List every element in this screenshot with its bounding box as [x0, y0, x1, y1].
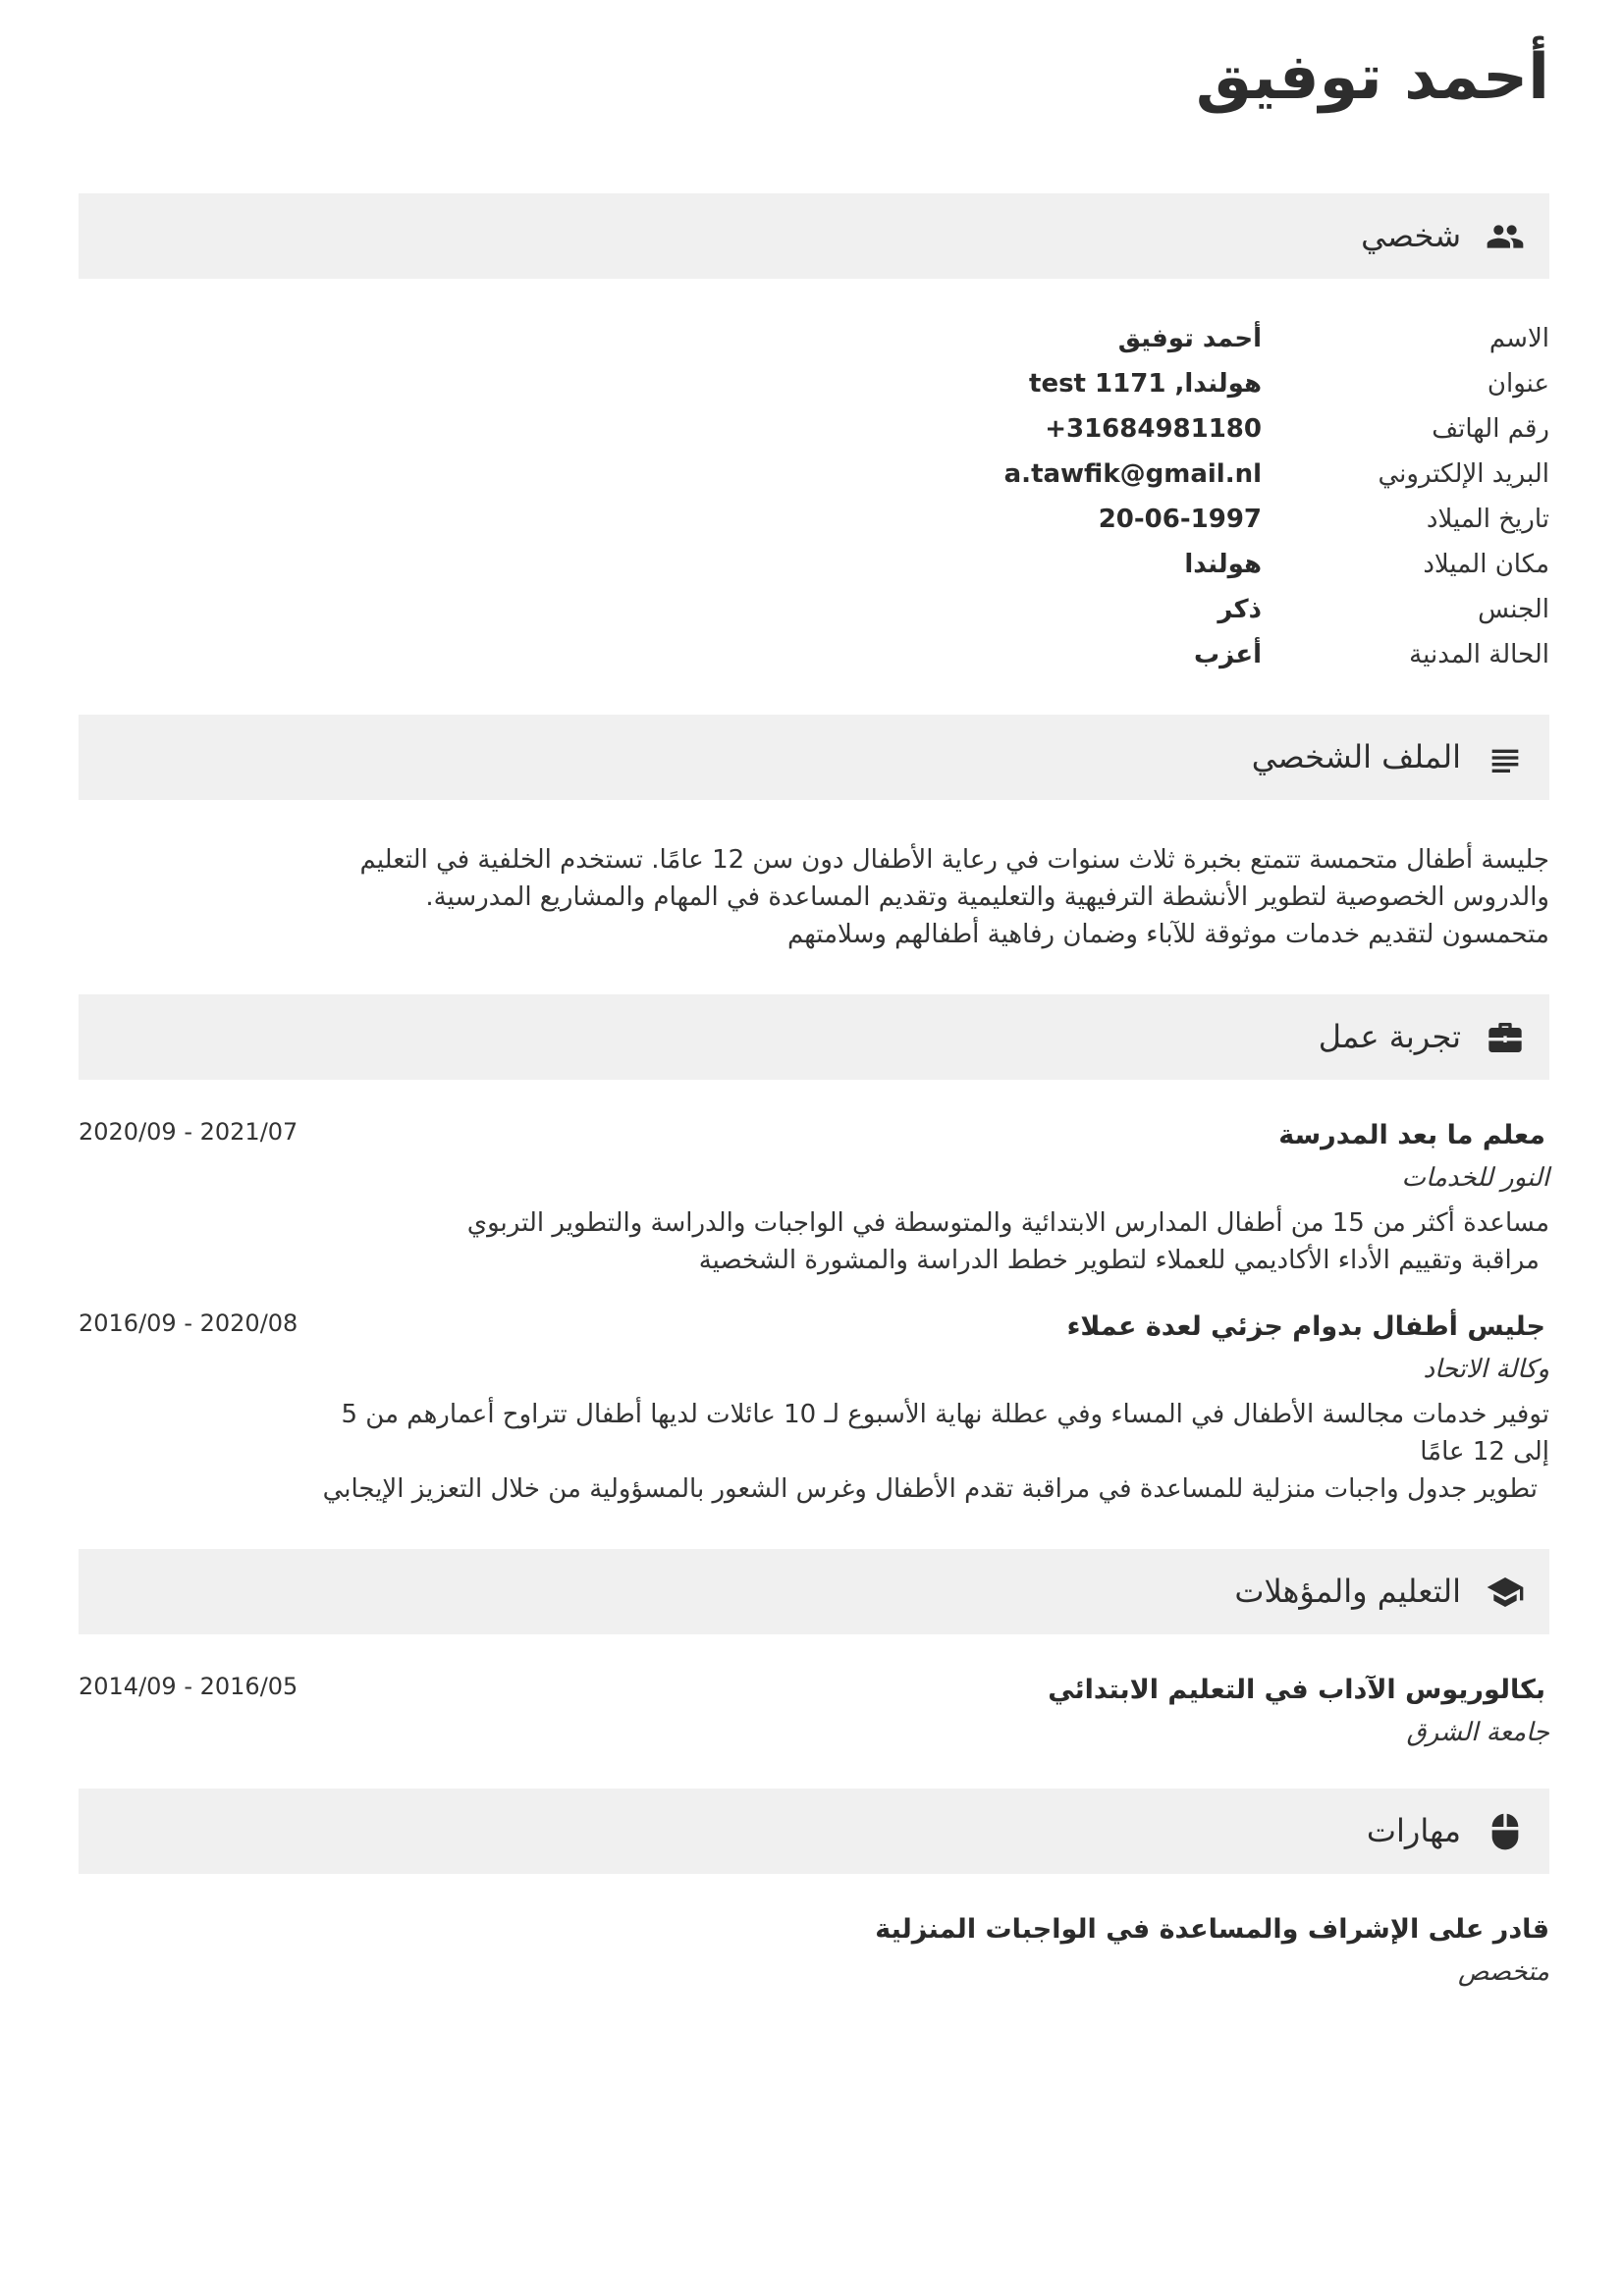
- briefcase-icon: [1486, 1018, 1525, 1057]
- skill-name: قادر على الإشراف والمساعدة في الواجبات المنزلية: [875, 1914, 1549, 1945]
- job-description-line: مساعدة أكثر من 15 من أطفال المدارس الابتدائية والمتوسطة في الواجبات والدراسة والتطوير التربوي: [466, 1208, 1549, 1238]
- profile-line: والدروس الخصوصية لتطوير الأنشطة الترفيهية والتعليمية وتقديم المساعدة في المهام والمشاريع المدرسية.: [425, 882, 1549, 912]
- job-description-line: إلى 12 عامًا: [1420, 1437, 1549, 1467]
- section-header-profile: [79, 715, 1549, 800]
- info-row-birthplace: [79, 542, 1549, 587]
- job-description-line: تطوير جدول واجبات منزلية للمساعدة في مراقبة تقدم الأطفال وغرس الشعور بالمسؤولية من خلال التعزيز الإيجابي: [322, 1474, 1538, 1504]
- degree-date: 2014/09 - 2016/05: [79, 1673, 298, 1700]
- job-title: جليس أطفال بدوام جزئي لعدة عملاء: [1066, 1311, 1545, 1342]
- section-title-profile: الملف الشخصي: [1251, 738, 1461, 775]
- info-label: البريد الإلكتروني: [1378, 459, 1549, 489]
- degree-title: بكالوريوس الآداب في التعليم الابتدائي: [1048, 1675, 1545, 1705]
- resume-name: أحمد توفيق: [1195, 41, 1549, 114]
- info-row-phone: [79, 406, 1549, 452]
- section-header-skills: [79, 1789, 1549, 1874]
- section-header-experience: [79, 994, 1549, 1080]
- info-value: أحمد توفيق: [1117, 324, 1262, 353]
- info-label: الجنس: [1478, 595, 1549, 624]
- info-row-email: [79, 452, 1549, 497]
- info-label: تاريخ الميلاد: [1426, 505, 1549, 534]
- job-company: وكالة الاتحاد: [1423, 1355, 1549, 1384]
- info-value: a.tawfik@gmail.nl: [1003, 459, 1262, 489]
- profile-line: متحمسون لتقديم خدمات موثوقة للآباء وضمان رفاهية أطفالهم وسلامتهم: [787, 920, 1549, 949]
- section-title-skills: مهارات: [1366, 1812, 1461, 1849]
- info-value: أعزب: [1194, 640, 1262, 669]
- text-lines-icon: [1486, 738, 1525, 777]
- info-label: رقم الهاتف: [1432, 414, 1549, 444]
- info-value: 20-06-1997: [1098, 505, 1262, 534]
- degree-institution: جامعة الشرق: [1406, 1718, 1549, 1747]
- info-row-address: [79, 361, 1549, 406]
- section-header-education: [79, 1549, 1549, 1634]
- graduation-cap-icon: [1486, 1573, 1525, 1612]
- info-label: الاسم: [1488, 324, 1549, 353]
- info-row-birthdate: [79, 497, 1549, 542]
- info-row-gender: [79, 587, 1549, 632]
- info-value: هولندا: [1184, 550, 1262, 579]
- job-company: النور للخدمات: [1401, 1163, 1549, 1193]
- skill-level: متخصص: [1458, 1957, 1549, 1987]
- resume-page: [79, 0, 1549, 2296]
- job-date: 2016/09 - 2020/08: [79, 1309, 298, 1337]
- info-label: عنوان: [1487, 369, 1549, 399]
- job-date: 2020/09 - 2021/07: [79, 1118, 298, 1146]
- job-title: معلم ما بعد المدرسة: [1278, 1120, 1545, 1150]
- job-description: [273, 1396, 1549, 1508]
- section-title-personal: شخصي: [1361, 217, 1461, 254]
- profile-summary: [273, 841, 1549, 953]
- profile-line: جليسة أطفال متحمسة تتمتع بخبرة ثلاث سنوات في رعاية الأطفال دون سن 12 عامًا. تستخدم الخلفية في التعليم: [359, 845, 1549, 875]
- info-row-name: [79, 316, 1549, 361]
- job-description-line: توفير خدمات مجالسة الأطفال في المساء وفي عطلة نهاية الأسبوع لـ 10 عائلات لديها أطفال تتراوح أعمارهم من 5: [341, 1400, 1549, 1429]
- info-label: الحالة المدنية: [1409, 640, 1549, 669]
- info-row-marital-status: [79, 632, 1549, 677]
- info-label: مكان الميلاد: [1423, 550, 1549, 579]
- section-title-education: التعليم والمؤهلات: [1234, 1573, 1461, 1610]
- info-value: +31684981180: [1045, 414, 1262, 444]
- info-value: هولندا, 1171 test: [1029, 369, 1262, 399]
- mouse-icon: [1486, 1812, 1525, 1851]
- section-title-experience: تجربة عمل: [1318, 1018, 1461, 1055]
- section-header-personal: [79, 193, 1549, 279]
- people-icon: [1486, 217, 1525, 256]
- job-description-line: مراقبة وتقييم الأداء الأكاديمي للعملاء لتطوير خطط الدراسة والمشورة الشخصية: [698, 1246, 1540, 1275]
- job-description: [273, 1204, 1549, 1279]
- info-value: ذكر: [1217, 595, 1262, 624]
